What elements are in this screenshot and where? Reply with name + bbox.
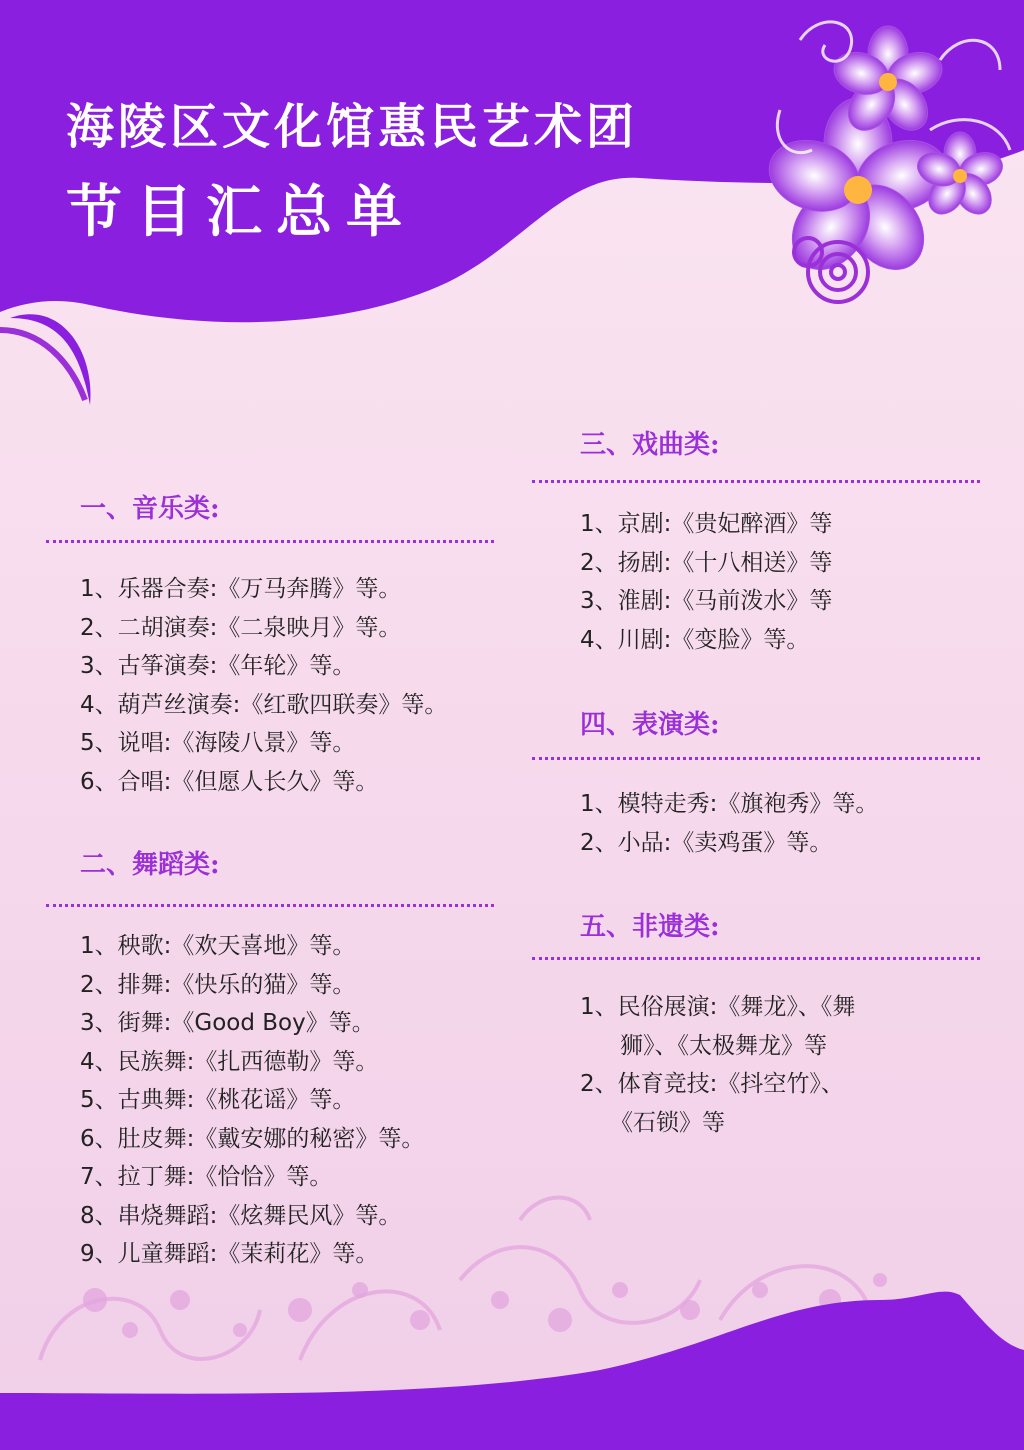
section-divider (532, 480, 980, 483)
list-item: 2、小品:《卖鸡蛋》等。 (580, 829, 833, 856)
list-item: 2、二胡演奏:《二泉映月》等。 (80, 614, 402, 641)
list-item: 2、扬剧:《十八相送》等 (580, 549, 833, 576)
title-line-1: 海陵区文化馆惠民艺术团 (66, 99, 639, 155)
list-item: 1、乐器合奏:《万马奔腾》等。 (80, 576, 402, 602)
list-item: 9、儿童舞蹈:《茉莉花》等。 (80, 1241, 379, 1267)
music-list (80, 570, 447, 801)
section-divider (532, 957, 980, 960)
section-title-music: 一、音乐类: (80, 494, 220, 524)
list-item: 4、川剧:《变脸》等。 (580, 626, 810, 653)
list-item: 狮》、《太极舞龙》等 (620, 1032, 827, 1059)
section-divider (46, 540, 494, 543)
heritage-list (580, 988, 855, 1142)
performance-list (580, 785, 878, 862)
opera-list (580, 505, 832, 659)
list-item: 4、民族舞:《扎西德勒》等。 (80, 1048, 379, 1075)
list-item: 1、民俗展演:《舞龙》、《舞 (580, 994, 856, 1020)
list-item: 3、古筝演奏:《年轮》等。 (80, 653, 356, 679)
list-item: 5、古典舞:《桃花谣》等。 (80, 1087, 356, 1113)
list-item: 8、串烧舞蹈:《炫舞民风》等。 (80, 1202, 402, 1229)
list-item: 3、街舞:《Good Boy》等。 (80, 1010, 375, 1036)
list-item: 《石锁》等 (610, 1109, 725, 1136)
list-item: 2、体育竞技:《抖空竹》、 (580, 1071, 844, 1097)
section-title-performance: 四、表演类: (580, 710, 720, 740)
dance-list (80, 927, 424, 1274)
title-line-2: 节目汇总单 (66, 180, 416, 245)
section-divider (46, 904, 494, 907)
list-item: 5、说唱:《海陵八景》等。 (80, 730, 356, 756)
section-title-opera: 三、戏曲类: (580, 430, 720, 460)
list-item: 6、肚皮舞:《戴安娜的秘密》等。 (80, 1125, 425, 1152)
section-divider (532, 757, 980, 760)
section-title-dance: 二、舞蹈类: (80, 850, 220, 880)
list-item: 1、秧歌:《欢天喜地》等。 (80, 933, 356, 959)
list-item: 1、模特走秀:《旗袍秀》等。 (580, 791, 879, 817)
list-item: 7、拉丁舞:《恰恰》等。 (80, 1164, 333, 1190)
list-item: 4、葫芦丝演奏:《红歌四联奏》等。 (80, 691, 448, 718)
section-title-heritage: 五、非遗类: (580, 912, 720, 942)
list-item: 3、淮剧:《马前泼水》等 (580, 588, 833, 614)
list-item: 6、合唱:《但愿人长久》等。 (80, 768, 379, 795)
list-item: 2、排舞:《快乐的猫》等。 (80, 971, 356, 998)
list-item: 1、京剧:《贵妃醉酒》等 (580, 511, 833, 537)
